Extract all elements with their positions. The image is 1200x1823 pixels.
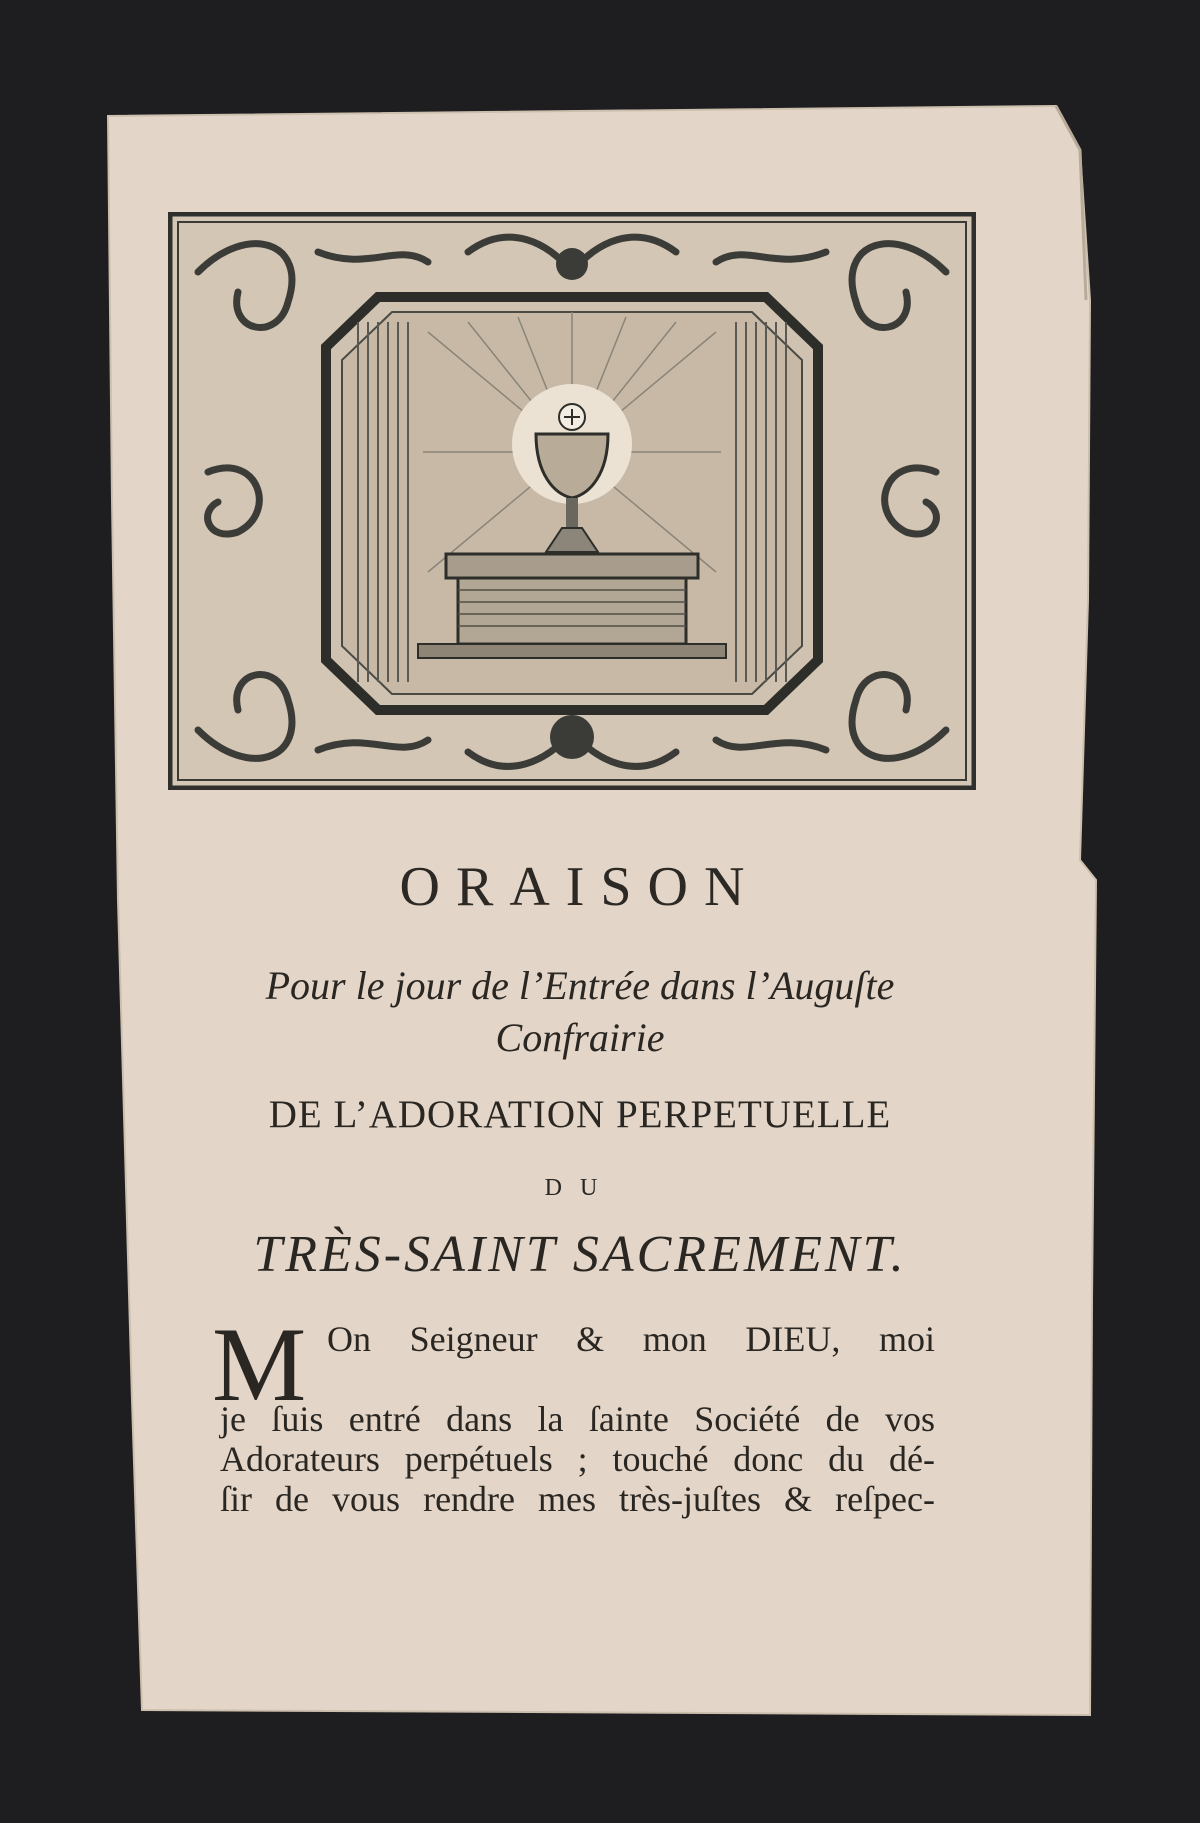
subtitle-line-1: Pour le jour de l’Entrée dans l’Auguſte	[265, 963, 895, 1008]
body-line-4: ſir de vous rendre mes très-juſtes & reſpec-	[220, 1479, 935, 1519]
woodcut-chalice-ornament	[168, 212, 976, 790]
heading-sacrement: TRÈS-SAINT SACREMENT.	[253, 1226, 907, 1283]
drop-cap: M	[212, 1306, 307, 1423]
body-line-1: On Seigneur & mon DIEU, moi	[327, 1319, 935, 1359]
heading-adoration: DE L’ADORATION PERPETUELLE	[268, 1093, 892, 1136]
document-title: ORAISON	[399, 856, 761, 918]
document-subtitle	[200, 960, 960, 1064]
heading-du: DU	[544, 1175, 616, 1201]
subtitle-line-2: Confrairie	[495, 1015, 665, 1060]
body-line-2: je ſuis entré dans la ſainte Société de vos	[220, 1399, 935, 1439]
body-line-3: Adorateurs perpétuels ; touché donc du dé-	[220, 1439, 935, 1479]
